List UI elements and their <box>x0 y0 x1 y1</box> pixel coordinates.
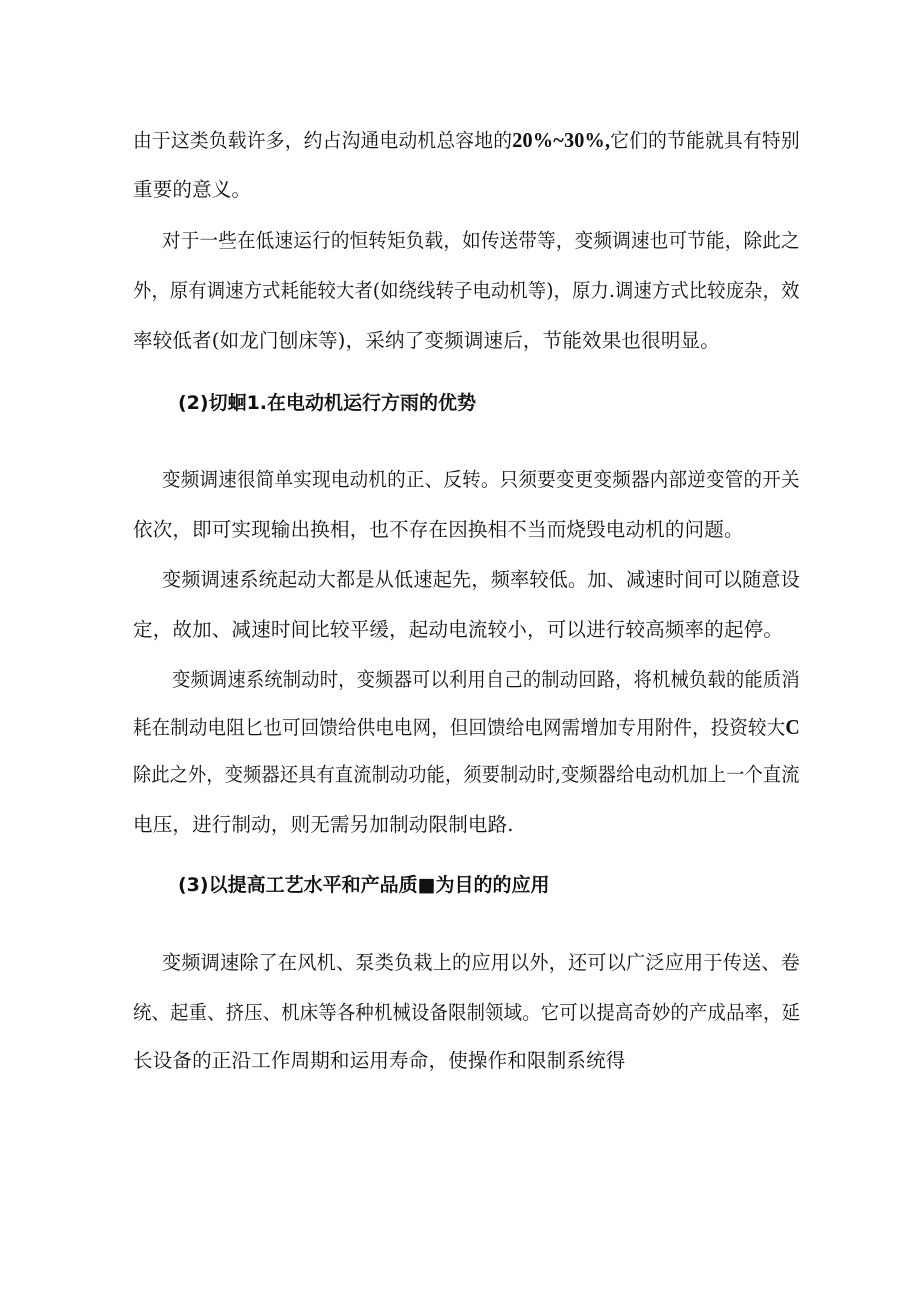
section-heading-2: (2)切蛔1.在电动机运行方雨的优势 <box>178 392 477 414</box>
paragraph-3-line-2: 依次，即可实现输出换相，也不存在因换相不当而烧毁电动机的问题。 <box>133 518 744 541</box>
paragraph-2-line-1: 对于一些在低速运行的恒转矩负载，如传送带等，变频调速也可节能，除此之 <box>162 229 800 252</box>
text-run: 耗在制动电阻匕也可回馈给供电电网，但回馈给电网需增加专用附件，投资较大 <box>133 716 786 739</box>
paragraph-5-line-3: 除此之外，变频器还具有直流制动功能，须要制动时,变频器给电动机加上一个直流 <box>133 763 800 786</box>
paragraph-3-line-1: 变频调速很简单实现电动机的正、反转。只须要变更变频器内部逆变管的开关 <box>162 468 800 491</box>
percentage-range: 20%~30%, <box>512 128 611 152</box>
paragraph-6-line-2: 统、起重、挤压、机床等各种机械设备限制领域。它可以提高奇妙的产成品率，延 <box>133 1001 801 1024</box>
paragraph-2-line-3: 率较低者(如龙门刨床等)，采纳了变频调速后，节能效果也很明显。 <box>133 329 720 352</box>
text-run: 它们的节能就具有特别 <box>610 129 800 152</box>
paragraph-4-line-1: 变频调速系统起动大都是从低速起先，频率较低。加、减速时间可以随意设 <box>162 568 801 591</box>
paragraph-1-line-2: 重要的意义。 <box>133 178 252 201</box>
bold-letter: C <box>785 715 800 739</box>
paragraph-5-line-1: 变频调速系统制动时，变频器可以利用自己的制动回路，将机械负载的能质消 <box>172 668 800 691</box>
paragraph-6-line-1: 变频调速除了在风机、泵类负栽上的应用以外，还可以广泛应用于传送、卷 <box>162 951 801 974</box>
paragraph-5-line-2 <box>133 714 800 741</box>
text-run: 由于这类负载许多，约占沟通电动机总容地的 <box>133 129 513 152</box>
paragraph-2-line-2: 外，原有调速方式耗能较大者(如绕线转子电动机等)，原力.调速方式比较庞杂，效 <box>133 279 800 302</box>
paragraph-4-line-2: 定，故加、减速时间比较平缓，起动电流较小，可以进行较高频率的起停。 <box>133 618 784 641</box>
section-heading-3: (3)以提高工艺水平和产品质■为目的的应用 <box>178 874 550 896</box>
paragraph-1-line-1 <box>133 127 800 154</box>
paragraph-6-line-3: 长设备的正沿工作周期和运用寿命，使操作和限制系统得 <box>133 1049 626 1072</box>
paragraph-5-line-4: 电压，进行制动，则无需另加制动限制电路. <box>133 813 514 836</box>
